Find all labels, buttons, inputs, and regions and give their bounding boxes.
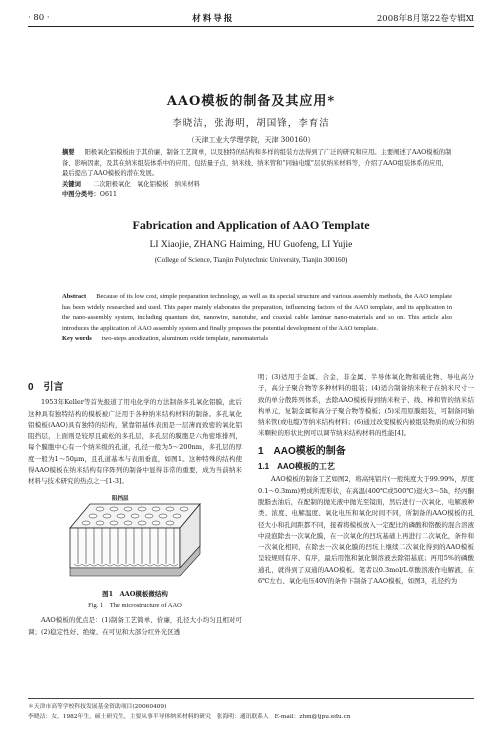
keywords-en: [62, 334, 452, 345]
section-heading-1: 1 AAO模板的制备: [258, 445, 346, 457]
classification-code: O611: [99, 191, 117, 198]
keywords-cn: [62, 180, 452, 191]
chinese-title-block: [30, 90, 472, 145]
abstract-cn: [62, 148, 452, 201]
footnote: [28, 698, 474, 722]
figure-1: [60, 494, 210, 586]
affiliation-cn: （天津工业大学理学院，天津 300160）: [187, 136, 315, 144]
issue-info: 2008年8月第22卷专辑Ⅺ: [376, 14, 474, 24]
page-header: [28, 10, 474, 27]
abstract-en-text: Because of its low cost, simple preparation technology, as well as its special structure and various assembly methods, the AAO template has been widely researched and used. This paper mainly elaborates the preparation, influencing factors of the AAO template, and its application in the nano-assembly system, including quantum dot, nanowire, nanotube, and coaxial cable laminar nano-materials and so on. This article also introduces the application of AAO assembly system and finally proposes the potential development of the AAO template.: [62, 293, 452, 332]
right-paragraph-2: AAO模板的制备工艺如图2，将高纯铝片(一般纯度大于99.99%，厚度0.1～0.3mm)剪成所需形状，在高温(400℃或500℃)退火3～5h，经丙酮脱脂去油后，在配制的抛光液中抛光至镜面，然后进行一次氧化，电解液种类、浓度、电解温度、氧化电压和氧化时间不同，所制备的AAO模板的孔径大小和孔间距都不同，接着将模板放入一定配比的磷酸和铬酸的混合溶液中浸泡除去一次氧化膜，在一次氧化的凹坑基础上再进行二次氧化，条件和一次氧化相同，在除去一次氧化膜的凹坑上继续二次氧化得到的AAO模板呈较规则有序、有序，最后用饱和氯化铜溶液去除铝基底；再用5%的磷酸通孔，就得到了双通的AAO模板。笔者以0.3mol/L草酸溶液作电解液，在6℃左右、氧化电压40V的条件下制备了AAO模板，如图3，孔径约为: [258, 475, 474, 586]
subsection-heading-1-1: 1.1 AAO模板的工艺: [258, 462, 335, 472]
abstract-en: [62, 292, 452, 345]
abstract-cn-text: 阳极氧化铝模板由于其价廉、制备工艺简单，以及独特的结构和多样的组装方法得到了广泛的研究和应用。主要阐述了AAO模板的制备、影响因素，及其在纳米组装体系中的应用，包括量子点、纳米线、纳米管和“同轴电缆”层状纳米材料等，介绍了AAO组装体系的应用，最后提出了AAO模板的潜在发展。: [62, 149, 452, 177]
page-number: · 80 ·: [28, 13, 50, 23]
footnote-author: 李晓洁：女，1982年生，硕士研究生，主要从事半导体纳米材料的研究 张海明：通讯联系人 E-mail：zhm@tjpu.edu.cn: [28, 714, 351, 720]
right-paragraph-1: 明；(3)适用于金属、合金、非金属、半导体氧化物和硫化物、导电高分子，高分子聚合物等多种材料的组装；(4)适合制备纳米粒子在纳米尺寸一致的单分散阵列体系，去除AAO模板得到纳米粒子、线、棒和管的纳米结构单元，复制金属和高分子聚合物等模板；(5)采用原膜组装，可制备同轴纳米管(或电缆)等纳米结构材料；(6)通过改变模板内被组装物质的成分和纳米颗粒的形状比例可以调节纳米结构材料的性能[4]。: [258, 373, 474, 438]
affiliation-en: (College of Science, Tianjin Polytechnic University, Tianjin 300160): [154, 256, 348, 264]
keywords-cn-label: 关键词: [62, 180, 81, 188]
article-title-en: Fabrication and Application of AAO Template: [132, 218, 370, 232]
abstract-en-paragraph: [62, 292, 452, 334]
section-heading-intro: 0 引言: [28, 382, 64, 393]
figure-1-caption-cn: 图1 AAO模板微结构: [102, 589, 168, 598]
aao-structure-illustration: [60, 494, 210, 586]
authors-cn: 李晓洁，张海明，胡国锋，李育洁: [172, 118, 330, 129]
abstract-cn-label: 摘要: [62, 149, 75, 156]
keywords-en-text: two-steps anodization, aluminum oxide template, nanomaterials: [101, 335, 269, 343]
keywords-cn-text: 二次阳极氧化 氧化铝模板 纳米材料: [92, 180, 200, 188]
article-title-cn: AAO模板的制备及其应用*: [166, 94, 336, 109]
intro-paragraph-2: AAO模板的优点是：(1)制备工艺简单、价廉，孔径大小均匀且相对可调；(2)稳定性好、绝缘、在可见和大部分红外光区透: [28, 616, 242, 636]
figure-1-caption-en: Fig. 1 The microstructure of AAO: [88, 601, 182, 609]
authors-en: LI Xiaojie, ZHANG Haiming, HU Guofeng, LI Yujie: [149, 240, 353, 250]
left-column: [28, 378, 242, 638]
right-column: [258, 372, 474, 587]
english-title-block: [30, 218, 472, 264]
abstract-cn-paragraph: [62, 148, 452, 180]
keywords-en-label: Key words: [62, 335, 92, 343]
classification-cn: [62, 190, 452, 201]
figure-label-barrier-layer: 阻挡层: [112, 495, 129, 502]
footnote-fund: ＊天津市高等学校科技发展基金资助项目(20060409): [28, 704, 167, 710]
journal-name: 材料导报: [192, 14, 235, 24]
abstract-en-label: Abstract: [62, 293, 87, 300]
classification-label: 中图分类号：: [62, 191, 100, 198]
intro-paragraph-1: 1953年Keller等首先报道了用电化学的方法制备多孔氧化铝膜，此后这种具有独特结构的模板被广泛用于各种纳米结构材料的制备。多孔氧化铝模板(AAO)具有独特的结构，紧靠铝基体表面是一层薄而致密的氧化铝阻挡层，上面则是较厚且疏松的多孔层，多孔层的膜胞是六角密堆排列，每个膜胞中心有一个纳米级的孔道，孔径一般为5～200nm，多孔层的厚度一般为1～50μm，且孔道基本与表面垂直，如图1。这种特殊的结构使得AAO模板在纳米结构有序阵列的制备中显得非常的重要，成为当前纳米材料与技术研究的热点之一[1-3]。: [28, 398, 242, 486]
